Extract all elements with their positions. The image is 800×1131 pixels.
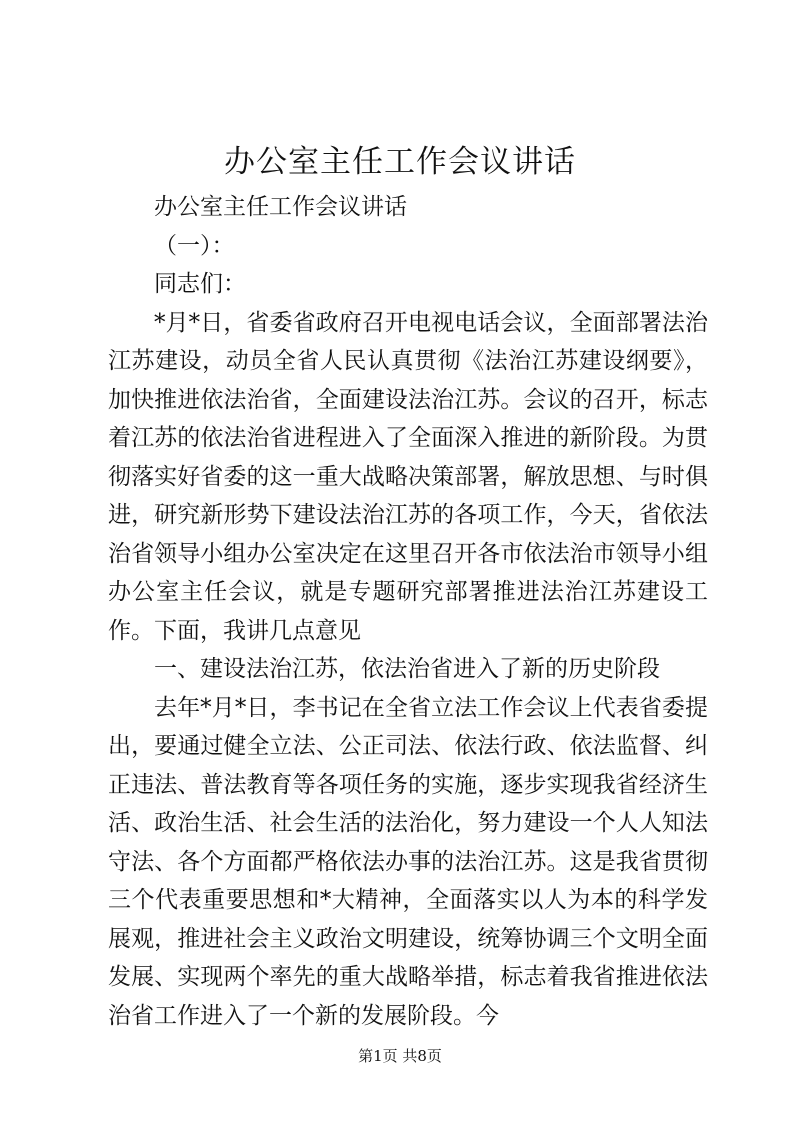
- paragraph-body: 去年*月*日，李书记在全省立法工作会议上代表省委提出，要通过健全立法、公正司法、依法行政、依法监督、纠正违法、普法教育等各项任务的实施，逐步实现我省经济生活、政治生活、社会生活的法治化，努力建设一个人人知法守法、各个方面都严格依法办事的法治江苏。这是我省贯彻三个代表重要思想和*大精神，全面落实以人为本的科学发展观，推进社会主义政治文明建设，统筹协调三个文明全面发展、实现两个率先的重大战略举措，标志着我省推进依法治省工作进入了一个新的发展阶段。今: [108, 694, 708, 1029]
- paragraph-intro: *月*日，省委省政府召开电视电话会议，全面部署法治江苏建设，动员全省人民认真贯彻《法治江苏建设纲要》，加快推进依法治省，全面建设法治江苏。会议的召开，标志着江苏的依法治省进程进入了全面深入推进的新阶段。为贯彻落实好省委的这一重大战略决策部署，解放思想、与时俱进，研究新形势下建设法治江苏的各项工作，今天，省依法治省领导小组办公室决定在这里召开各市依法治市领导小组办公室主任会议，就是专题研究部署推进法治江苏建设工作。下面，我讲几点意见: [108, 309, 708, 644]
- document-body: [108, 188, 708, 1035]
- document-title: 办公室主任工作会议讲话: [224, 144, 576, 180]
- paragraph-section-number: （一）：: [154, 232, 235, 259]
- paragraph-heading: 办公室主任工作会议讲话: [154, 194, 407, 220]
- paragraph-section-heading: 一、建设法治江苏，依法治省进入了新的历史阶段: [154, 656, 660, 682]
- paragraph-salutation: 同志们：: [154, 271, 246, 297]
- page-footer: 第1页 共8页: [358, 1047, 442, 1065]
